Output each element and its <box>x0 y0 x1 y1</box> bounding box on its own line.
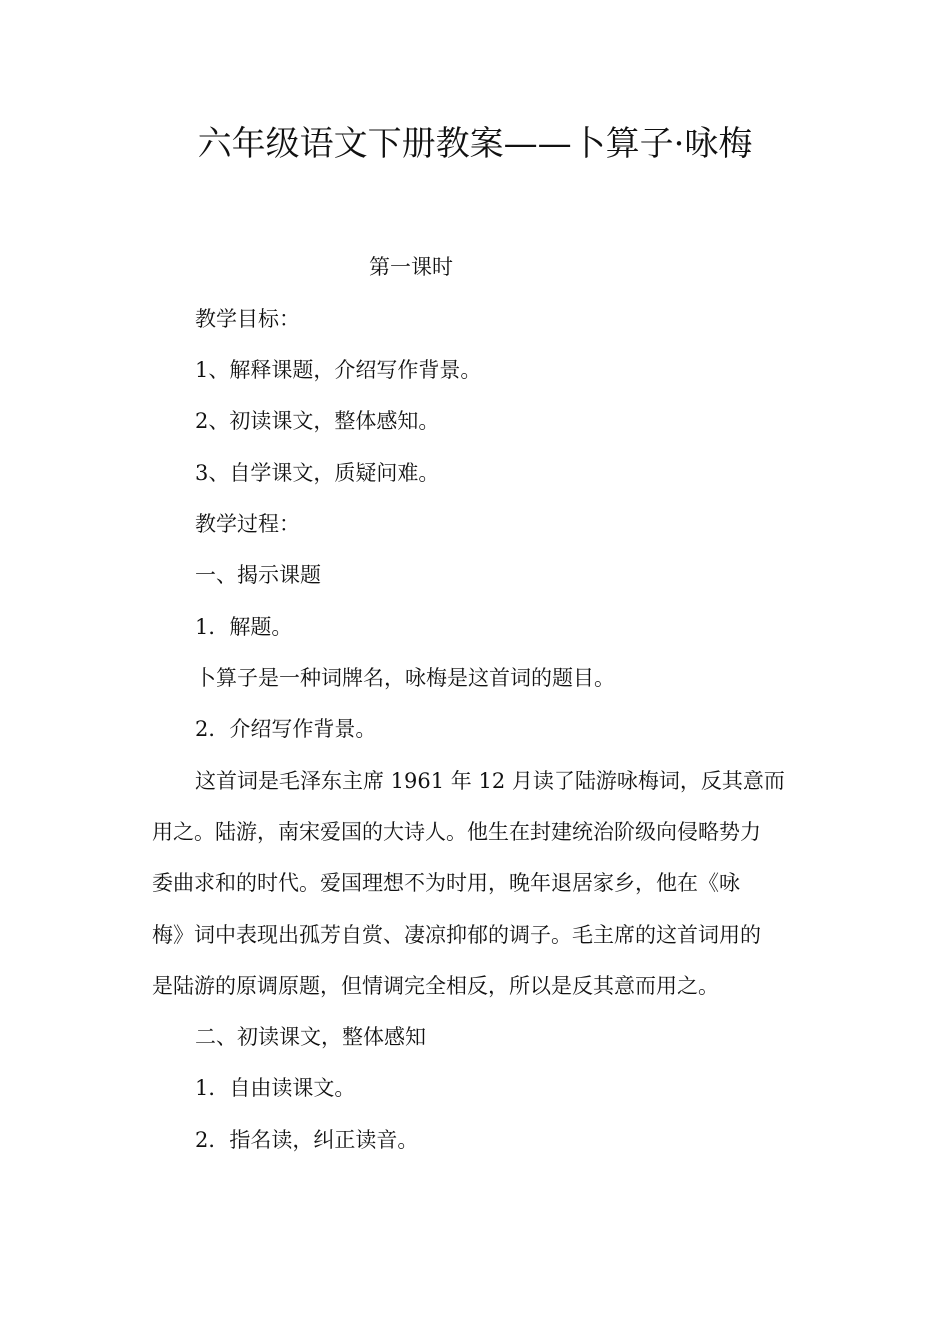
paragraph-line: 是陆游的原调原题，但情调完全相反，所以是反其意而用之。 <box>152 974 719 998</box>
paragraph-line: 这首词是毛泽东主席 1961 年 12 月读了陆游咏梅词，反其意而 <box>195 769 785 793</box>
paragraph-line: 梅》词中表现出孤芳自赏、凄凉抑郁的调子。毛主席的这首词用的 <box>152 923 761 947</box>
process-heading: 教学过程： <box>195 512 300 536</box>
goals-heading: 教学目标： <box>195 307 300 331</box>
paragraph-text: 卜算子是一种词牌名，咏梅是这首词的题目。 <box>195 666 615 690</box>
step-item: 1．自由读课文。 <box>195 1076 356 1100</box>
paragraph-line: 委曲求和的时代。爱国理想不为时用，晚年退居家乡，他在《咏 <box>152 871 740 895</box>
section-heading: 二、初读课文，整体感知 <box>195 1025 426 1049</box>
goal-item: 1、解释课题，介绍写作背景。 <box>195 358 482 382</box>
document-title: 六年级语文下册教案——卜算子·咏梅 <box>197 124 753 164</box>
section-heading: 一、揭示课题 <box>195 563 321 587</box>
goal-item: 3、自学课文，质疑问难。 <box>195 461 440 485</box>
step-item: 2．介绍写作背景。 <box>195 717 377 741</box>
paragraph-line: 用之。陆游，南宋爱国的大诗人。他生在封建统治阶级向侵略势力 <box>152 820 761 844</box>
goal-item: 2、初读课文，整体感知。 <box>195 409 440 433</box>
lesson-heading: 第一课时 <box>369 255 453 279</box>
step-item: 1．解题。 <box>195 615 293 639</box>
step-item: 2．指名读，纠正读音。 <box>195 1128 419 1152</box>
